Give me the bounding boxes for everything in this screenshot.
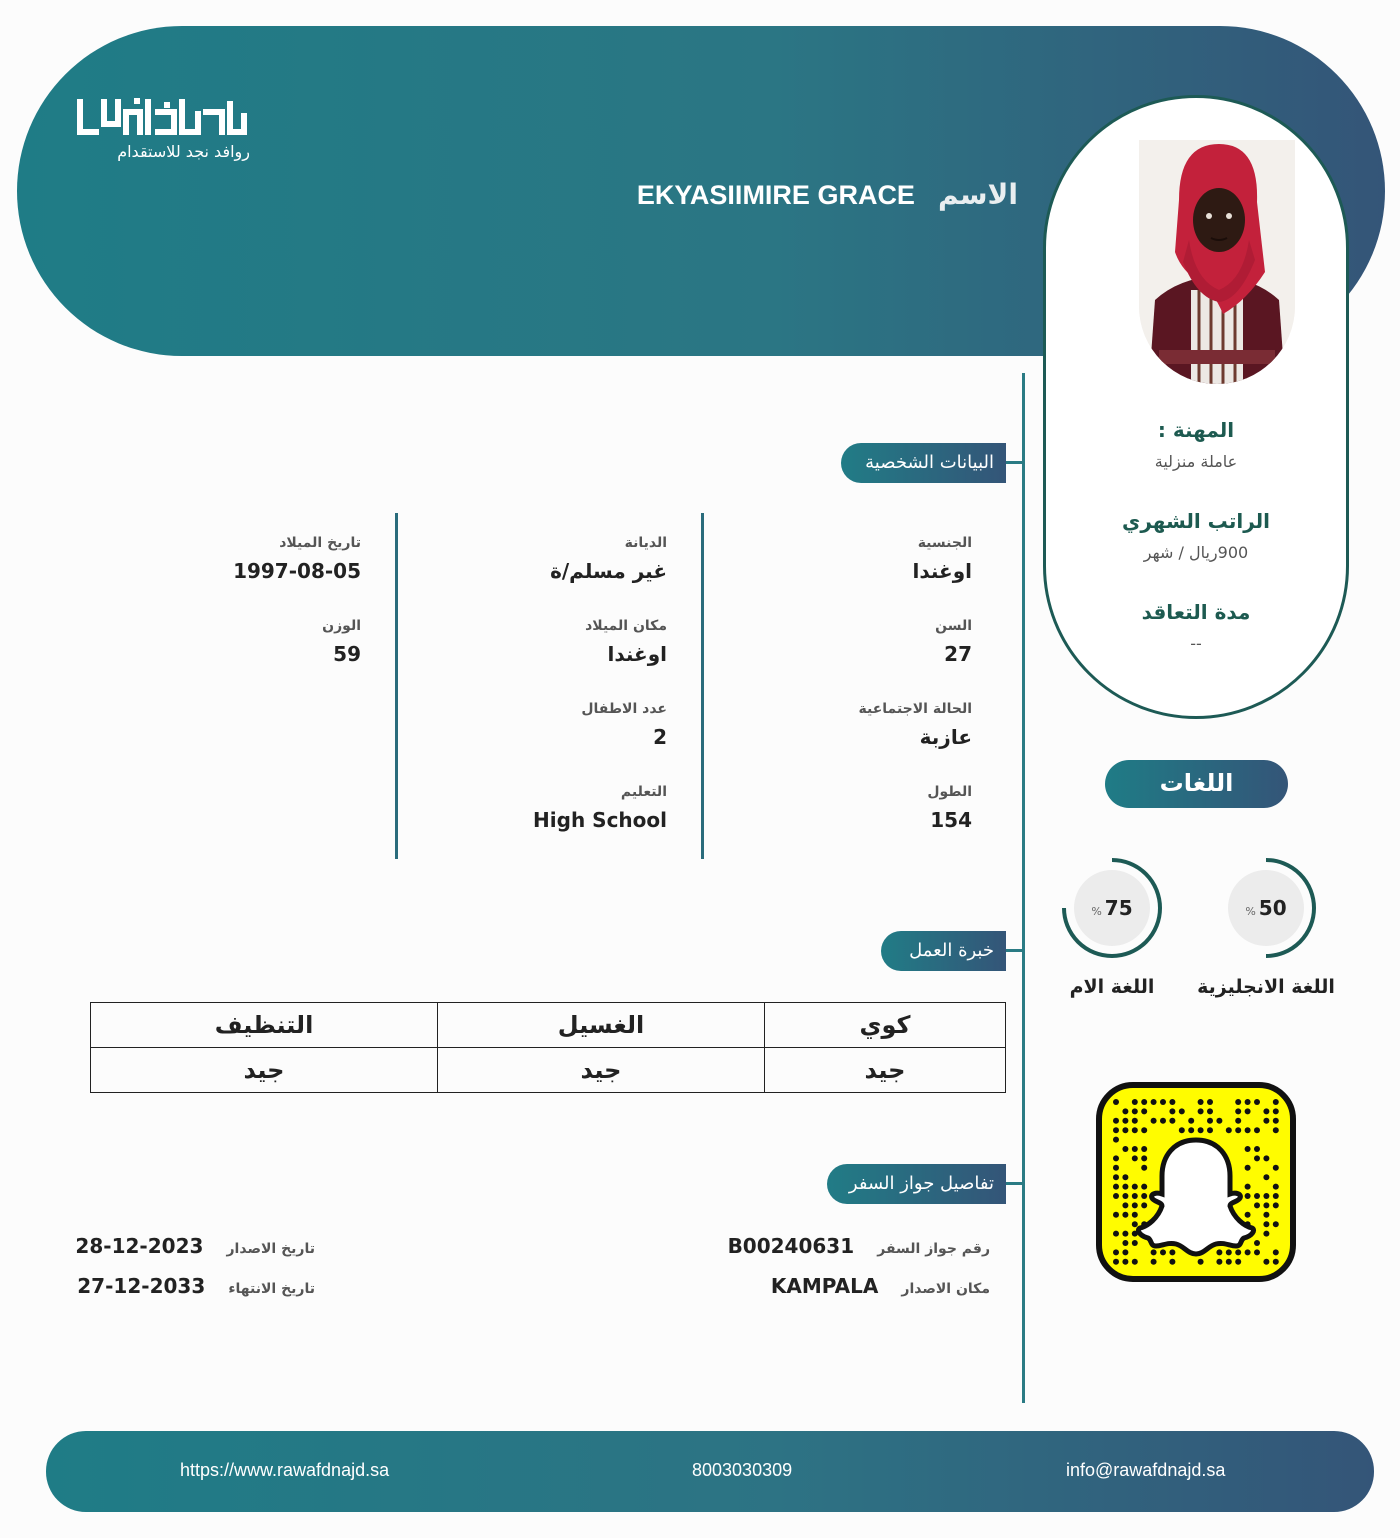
contract-value: -- <box>1190 634 1202 653</box>
skill-header: التنظيف <box>91 1003 438 1048</box>
snapcode-dot <box>1273 1221 1279 1227</box>
snapcode-dot <box>1273 1165 1279 1171</box>
children-field <box>581 701 667 749</box>
personal-section-title: البيانات الشخصية <box>841 443 1006 483</box>
snapcode-dot <box>1245 1249 1251 1255</box>
snapcode-dot <box>1263 1231 1269 1237</box>
snapcode-dot <box>1122 1174 1128 1180</box>
name-label: الاسم <box>938 178 1018 211</box>
email-link[interactable]: info@rawafdnajd.sa <box>1066 1460 1226 1480</box>
snapcode-dot <box>1132 1202 1138 1208</box>
snapchat-snapcode[interactable] <box>1096 1082 1296 1282</box>
table-row <box>91 1003 1006 1048</box>
experience-table <box>90 1002 1006 1093</box>
snapcode-dot <box>1122 1259 1128 1265</box>
snapcode-dot <box>1122 1127 1128 1133</box>
logo-tagline: روافد نجد للاستقدام <box>117 142 250 161</box>
issue-place-value: KAMPALA <box>770 1274 879 1298</box>
snapcode-dot <box>1160 1249 1166 1255</box>
birthplace-field <box>585 618 667 666</box>
snapcode-dot <box>1141 1099 1147 1105</box>
snapcode-dot <box>1207 1127 1213 1133</box>
snapcode-dot <box>1179 1127 1185 1133</box>
snapcode-dot <box>1188 1127 1194 1133</box>
percent-unit: % <box>1245 905 1256 918</box>
nationality-field <box>912 535 972 583</box>
snapcode-dot <box>1141 1202 1147 1208</box>
age-value: 27 <box>944 642 972 666</box>
snapcode-dot <box>1132 1193 1138 1199</box>
experience-section-title: خبرة العمل <box>881 931 1006 971</box>
children-value: 2 <box>653 725 667 749</box>
height-label: الطول <box>927 784 972 800</box>
snapcode-dot <box>1122 1108 1128 1114</box>
religion-field <box>550 535 667 583</box>
snapcode-dot <box>1188 1118 1194 1124</box>
snapcode-dot <box>1254 1193 1260 1199</box>
snapcode-dot <box>1132 1221 1138 1227</box>
snapcode-dot <box>1122 1231 1128 1237</box>
snapcode-dot <box>1141 1108 1147 1114</box>
snapcode-dot <box>1254 1099 1260 1105</box>
snapcode-dot <box>1169 1249 1175 1255</box>
snapcode-dot <box>1245 1212 1251 1218</box>
snapcode-dot <box>1160 1099 1166 1105</box>
snapcode-dot <box>1132 1099 1138 1105</box>
skill-level: جيد <box>91 1048 438 1093</box>
snapcode-dot <box>1113 1174 1119 1180</box>
company-logo <box>70 96 250 161</box>
snapcode-dot <box>1263 1118 1269 1124</box>
salary-label: الراتب الشهري <box>1122 509 1270 533</box>
skill-level: جيد <box>438 1048 765 1093</box>
snapcode-dot <box>1245 1127 1251 1133</box>
snapcode-dot <box>1122 1249 1128 1255</box>
percent-value: 50 <box>1258 896 1287 920</box>
expiry-date-row <box>77 1274 315 1298</box>
percent-value: 75 <box>1104 896 1133 920</box>
candidate-name: EKYASIIMIRE GRACE <box>636 180 915 210</box>
nationality-value: اوغندا <box>912 559 972 583</box>
issue-place-label: مكان الاصدار <box>901 1281 990 1297</box>
skill-header: كوي <box>765 1003 1006 1048</box>
snapcode-dot <box>1263 1202 1269 1208</box>
snapcode-dot <box>1169 1118 1175 1124</box>
expiry-date-value: 2033-12-27 <box>77 1274 206 1298</box>
snapcode-dot <box>1254 1155 1260 1161</box>
snapcode-dot <box>1113 1165 1119 1171</box>
native-language-gauge <box>1060 856 1164 960</box>
snapcode-dot <box>1122 1146 1128 1152</box>
section-connector <box>1006 1182 1024 1185</box>
snapcode-dot <box>1263 1155 1269 1161</box>
snapcode-dot <box>1160 1118 1166 1124</box>
english-percent <box>1228 870 1304 946</box>
snapcode-dot <box>1226 1259 1232 1265</box>
snapcode-dot <box>1235 1118 1241 1124</box>
weight-field <box>322 618 361 666</box>
snapcode-dot <box>1245 1184 1251 1190</box>
snapcode-dot <box>1132 1240 1138 1246</box>
snapcode-dot <box>1235 1127 1241 1133</box>
snapcode-dot <box>1254 1240 1260 1246</box>
snapcode-dot <box>1235 1108 1241 1114</box>
age-label: السن <box>935 618 972 634</box>
snapcode-dot <box>1207 1099 1213 1105</box>
timeline-line <box>1022 373 1025 1403</box>
snapcode-dot <box>1113 1212 1119 1218</box>
snapcode-dot <box>1273 1259 1279 1265</box>
issue-place-row <box>771 1274 990 1298</box>
candidate-photo <box>1139 140 1295 384</box>
snapcode-dot <box>1207 1108 1213 1114</box>
snapcode-dot <box>1273 1127 1279 1133</box>
website-link[interactable]: https://www.rawafdnajd.sa <box>180 1460 390 1480</box>
snapcode-dot <box>1113 1231 1119 1237</box>
snapcode-dot <box>1122 1240 1128 1246</box>
snapcode-dot <box>1273 1184 1279 1190</box>
snapcode-dot <box>1151 1249 1157 1255</box>
snapcode-dot <box>1151 1099 1157 1105</box>
native-language-label: اللغة الام <box>1069 976 1155 998</box>
snapcode-dot <box>1273 1249 1279 1255</box>
snapcode-dot <box>1122 1193 1128 1199</box>
snapcode-dot <box>1245 1165 1251 1171</box>
height-field <box>927 784 972 832</box>
snapcode-dot <box>1263 1221 1269 1227</box>
birthplace-label: مكان الميلاد <box>585 618 667 634</box>
skill-level: جيد <box>765 1048 1006 1093</box>
salary-block <box>1046 509 1346 562</box>
snapcode-dot <box>1169 1108 1175 1114</box>
snapcode-dot <box>1179 1108 1185 1114</box>
snapcode-dot <box>1198 1127 1204 1133</box>
column-divider <box>395 513 398 859</box>
weight-label: الوزن <box>322 618 361 634</box>
snapcode-dot <box>1226 1249 1232 1255</box>
snapcode-dot <box>1113 1193 1119 1199</box>
snapcode-dot <box>1169 1259 1175 1265</box>
profession-value: عاملة منزلية <box>1154 452 1238 471</box>
snapcode-dot <box>1245 1193 1251 1199</box>
birthdate-field <box>233 535 361 583</box>
snapcode-dot <box>1132 1127 1138 1133</box>
education-field <box>533 784 667 832</box>
candidate-name-line <box>637 178 1018 211</box>
salary-value: 900ريال / شهر <box>1143 543 1249 562</box>
snapcode-dot <box>1132 1212 1138 1218</box>
snapcode-dot <box>1263 1259 1269 1265</box>
snapcode-dot <box>1132 1118 1138 1124</box>
snapcode-dot <box>1254 1146 1260 1152</box>
birthdate-label: تاريخ الميلاد <box>279 535 361 551</box>
table-row <box>91 1048 1006 1093</box>
snapcode-dot <box>1122 1212 1128 1218</box>
snapcode-dot <box>1141 1165 1147 1171</box>
snapcode-dot <box>1113 1249 1119 1255</box>
marital-field <box>859 701 972 749</box>
passport-section-title: تفاصيل جواز السفر <box>827 1164 1006 1204</box>
religion-value: غير مسلم/ة <box>550 559 667 583</box>
section-connector <box>1006 461 1024 464</box>
snapcode-dot <box>1141 1193 1147 1199</box>
snapcode-dot <box>1254 1202 1260 1208</box>
snapcode-dot <box>1273 1118 1279 1124</box>
snapcode-dot <box>1263 1174 1269 1180</box>
weight-value: 59 <box>333 642 361 666</box>
expiry-date-label: تاريخ الانتهاء <box>228 1281 315 1297</box>
passport-number-value: B00240631 <box>727 1234 855 1258</box>
column-divider <box>701 513 704 859</box>
snapcode-dot <box>1151 1259 1157 1265</box>
snapcode-dot <box>1273 1193 1279 1199</box>
english-language-gauge <box>1214 856 1318 960</box>
snapcode-dot <box>1198 1108 1204 1114</box>
marital-label: الحالة الاجتماعية <box>858 701 972 717</box>
section-connector <box>1006 949 1024 952</box>
profession-block <box>1046 418 1346 471</box>
contract-label: مدة التعاقد <box>1141 600 1251 624</box>
height-value: 154 <box>930 808 972 832</box>
snapcode-dot <box>1245 1099 1251 1105</box>
logo-mark-icon <box>74 96 250 136</box>
passport-number-label: رقم جواز السفر <box>877 1241 990 1257</box>
footer-bar <box>46 1431 1374 1512</box>
marital-value: عازبة <box>919 725 972 749</box>
snapcode-dot <box>1198 1099 1204 1105</box>
snapcode-dot <box>1113 1259 1119 1265</box>
snapcode-dot <box>1273 1202 1279 1208</box>
snapcode-dot <box>1254 1127 1260 1133</box>
snapcode-dot <box>1113 1118 1119 1124</box>
languages-title: اللغات <box>1105 760 1288 808</box>
snapcode-dot <box>1132 1108 1138 1114</box>
religion-label: الديانة <box>624 535 667 551</box>
native-percent <box>1074 870 1150 946</box>
snapcode-dot <box>1207 1118 1213 1124</box>
birthplace-value: اوغندا <box>607 642 667 666</box>
snapcode-dot <box>1141 1146 1147 1152</box>
snapcode-dot <box>1235 1259 1241 1265</box>
snapcode-dot <box>1141 1155 1147 1161</box>
snapcode-dot <box>1245 1108 1251 1114</box>
snapcode-dot <box>1151 1118 1157 1124</box>
education-label: التعليم <box>620 784 667 800</box>
snapcode-dot <box>1216 1118 1222 1124</box>
issue-date-value: 2023-12-28 <box>75 1234 204 1258</box>
snapcode-dot <box>1169 1099 1175 1105</box>
nationality-label: الجنسية <box>917 535 972 551</box>
snapcode-dot <box>1113 1184 1119 1190</box>
snapcode-dot <box>1198 1259 1204 1265</box>
snapcode-dot <box>1113 1137 1119 1143</box>
skill-header: الغسيل <box>438 1003 765 1048</box>
snapcode-dot <box>1216 1249 1222 1255</box>
snapcode-dot <box>1113 1155 1119 1161</box>
snapcode-dot <box>1273 1108 1279 1114</box>
profession-label: المهنة : <box>1157 418 1235 442</box>
english-language-label: اللغة الانجليزية <box>1197 976 1335 998</box>
birthdate-value: 1997-08-05 <box>233 559 361 583</box>
snapcode-icon <box>1096 1082 1296 1282</box>
children-label: عدد الاطفال <box>581 701 667 717</box>
snapcode-dot <box>1226 1127 1232 1133</box>
snapcode-dot <box>1132 1146 1138 1152</box>
profile-card <box>1043 95 1349 719</box>
snapcode-dot <box>1245 1146 1251 1152</box>
snapcode-dot <box>1122 1118 1128 1124</box>
snapcode-dot <box>1263 1108 1269 1114</box>
snapcode-dot <box>1263 1212 1269 1218</box>
phone-number[interactable]: 8003030309 <box>692 1460 793 1480</box>
education-value: High School <box>533 808 667 832</box>
issue-date-label: تاريخ الاصدار <box>226 1241 315 1257</box>
snapcode-dot <box>1141 1184 1147 1190</box>
issue-date-row <box>75 1234 315 1258</box>
snapcode-dot <box>1216 1259 1222 1265</box>
percent-unit: % <box>1091 905 1102 918</box>
age-field <box>935 618 972 666</box>
snapcode-dot <box>1122 1202 1128 1208</box>
snapcode-dot <box>1235 1249 1241 1255</box>
snapcode-dot <box>1254 1249 1260 1255</box>
snapcode-dot <box>1122 1184 1128 1190</box>
snapcode-dot <box>1132 1184 1138 1190</box>
passport-number-row <box>728 1234 990 1258</box>
snapcode-dot <box>1132 1259 1138 1265</box>
snapcode-dot <box>1132 1155 1138 1161</box>
snapcode-dot <box>1113 1127 1119 1133</box>
snapcode-dot <box>1113 1099 1119 1105</box>
contract-block <box>1046 600 1346 653</box>
snapcode-dot <box>1263 1193 1269 1199</box>
candidate-portrait-icon <box>1139 140 1295 384</box>
snapcode-dot <box>1141 1127 1147 1133</box>
snapcode-dot <box>1273 1099 1279 1105</box>
snapcode-dot <box>1235 1099 1241 1105</box>
